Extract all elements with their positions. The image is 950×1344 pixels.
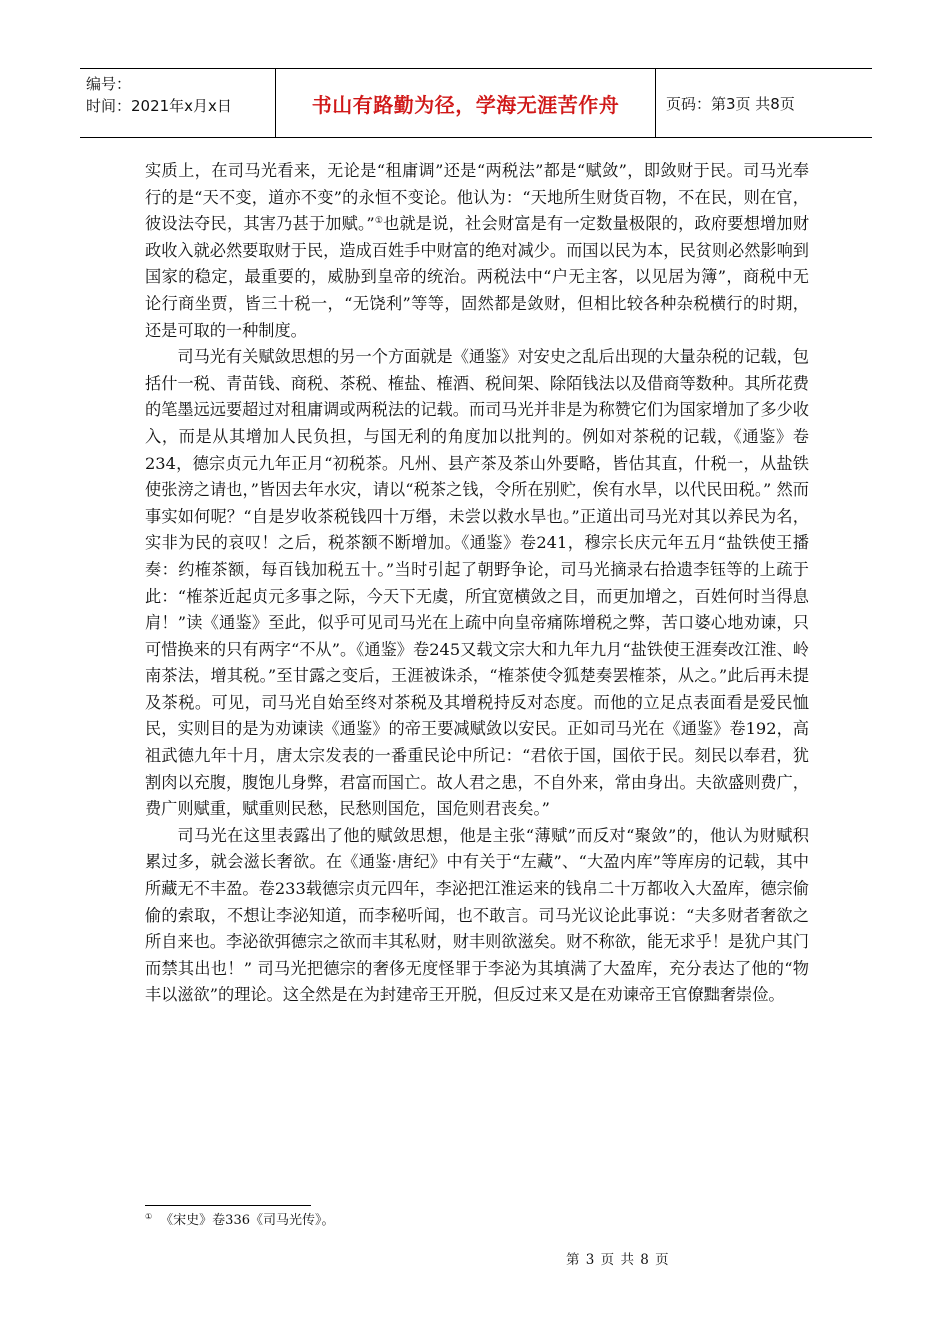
paragraph-1-continuation: 也就是说，社会财富是有一定数量极限的，政府要想增加财政收入就必然要取财于民，造成百姓手中财富的绝对减少。而国以民为本，民贫则必然影响到国家的稳定，最重要的，威胁到皇帝的统治。两税法中“户无主客，以见居为簿”，商税中无论行商坐贾，皆三十税一，“无饶利”等等，固然都是敛财，但相比较各种杂税横行的时期，还是可取的一种制度。 [145,214,810,340]
header-page-number: 页码：第3页 共8页 [666,94,795,113]
header-motto: 书山有路勤为径，学海无涯苦作舟 [276,69,656,137]
page-footer: 第 3 页 共 8 页 [566,1252,670,1268]
footnote-divider [145,1205,311,1206]
paragraph-3: 司马光在这里表露出了他的赋敛思想，他是主张“薄赋”而反对“聚敛”的，他认为财赋积累过多，就会滋长奢欲。在《通鉴·唐纪》中有关于“左藏”、“大盈内库”等库房的记载，其中所藏无不丰盈。卷233载德宗贞元四年，李泌把江淮运来的钱帛二十万都收入大盈库，德宗偷偷的索取，不想让李泌知道，而李秘听闻，也不敢言。司马光议论此事说：“夫多财者奢欲之所自来也。李泌欲弭德宗之欲而丰其私财，财丰则欲滋矣。财不称欲，能无求乎！是犹户其门而禁其出也！” 司马光把德宗的奢侈无度怪罪于李泌为其填满了大盈库，充分表达了他的“物丰以滋欲”的理论。这全然是在为封建帝王开脱，但反过来又是在劝谏帝王官僚黜奢崇俭。 [145,825,809,1005]
paragraph-1-text: 实质上，在司马光看来，无论是“租庸调”还是“两税法”都是“赋敛”，即敛财于民。司马光奉行的是“天不变，道亦不变”的永恒不变论。他认为：“天地所生财货百物，不在民，则在官，彼设法夺民，其害乃甚于加赋。” [145,161,809,234]
document-number: 编号： [86,75,132,93]
footnote-marker: ① [145,1212,153,1221]
footnote-text: 《宋史》卷336《司马光传》。 [160,1213,335,1228]
page-header [80,68,872,138]
document-date: 时间：2021年x月x日 [86,97,232,115]
header-info [80,69,276,137]
document-body [145,158,809,1009]
paragraph-2: 司马光有关赋敛思想的另一个方面就是《通鉴》对安史之乱后出现的大量杂税的记载，包括什一税、青苗钱、商税、茶税、榷盐、榷酒、税间架、除陌钱法以及借商等数种。其所花费的笔墨远远要超过对租庸调或两税法的记载。而司马光并非是为称赞它们为国家增加了多少收入，而是从其增加人民负担，与国无利的角度加以批判的。例如对茶税的记载，《通鉴》卷234，德宗贞元九年正月“初税茶。凡州、县产茶及茶山外要略，皆估其直，什税一，从盐铁使张滂之请也，”皆因去年水灾，请以“税茶之钱，令所在别贮，俟有水旱，以代民田税。” 然而事实如何呢？“自是岁收茶税钱四十万缗，未尝以救水旱也。”正道出司马光对其以养民为名，实非为民的哀叹！之后，税茶额不断增加。《通鉴》卷241，穆宗长庆元年五月“盐铁使王播奏：约榷茶额，每百钱加税五十。”当时引起了朝野争论，司马光摘录右拾遗李钰等的上疏于此：“榷茶近起贞元多事之际，今天下无虞，所宜宽横敛之目，而更加增之，百姓何时当得息肩！”读《通鉴》至此，似乎可见司马光在上疏中向皇帝痛陈增税之弊，苦口婆心地劝谏，只可惜换来的只有两字“不从”。《通鉴》卷245又载文宗大和九年九月“盐铁使王涯奏改江淮、岭南茶法，增其税。”至甘露之变后，王涯被诛杀，“榷茶使令狐楚奏罢榷茶，从之。”此后再未提及茶税。可见，司马光自始至终对茶税及其增税持反对态度。而他的立足点表面看是爱民恤民，实则目的是为劝谏读《通鉴》的帝王要减赋敛以安民。正如司马光在《通鉴》卷192，高祖武德九年十月，唐太宗发表的一番重民论中所记：“君依于国，国依于民。刻民以奉君，犹割肉以充腹，腹饱儿身弊，君富而国亡。故人君之患，不自外来，常由身出。夫欲盛则费广，费广则赋重，赋重则民愁，民愁则国危，国危则君丧矣。” [145,347,809,819]
paragraph-1 [145,158,809,344]
footnote-reference: ① [374,216,384,227]
footnote [145,1212,335,1230]
